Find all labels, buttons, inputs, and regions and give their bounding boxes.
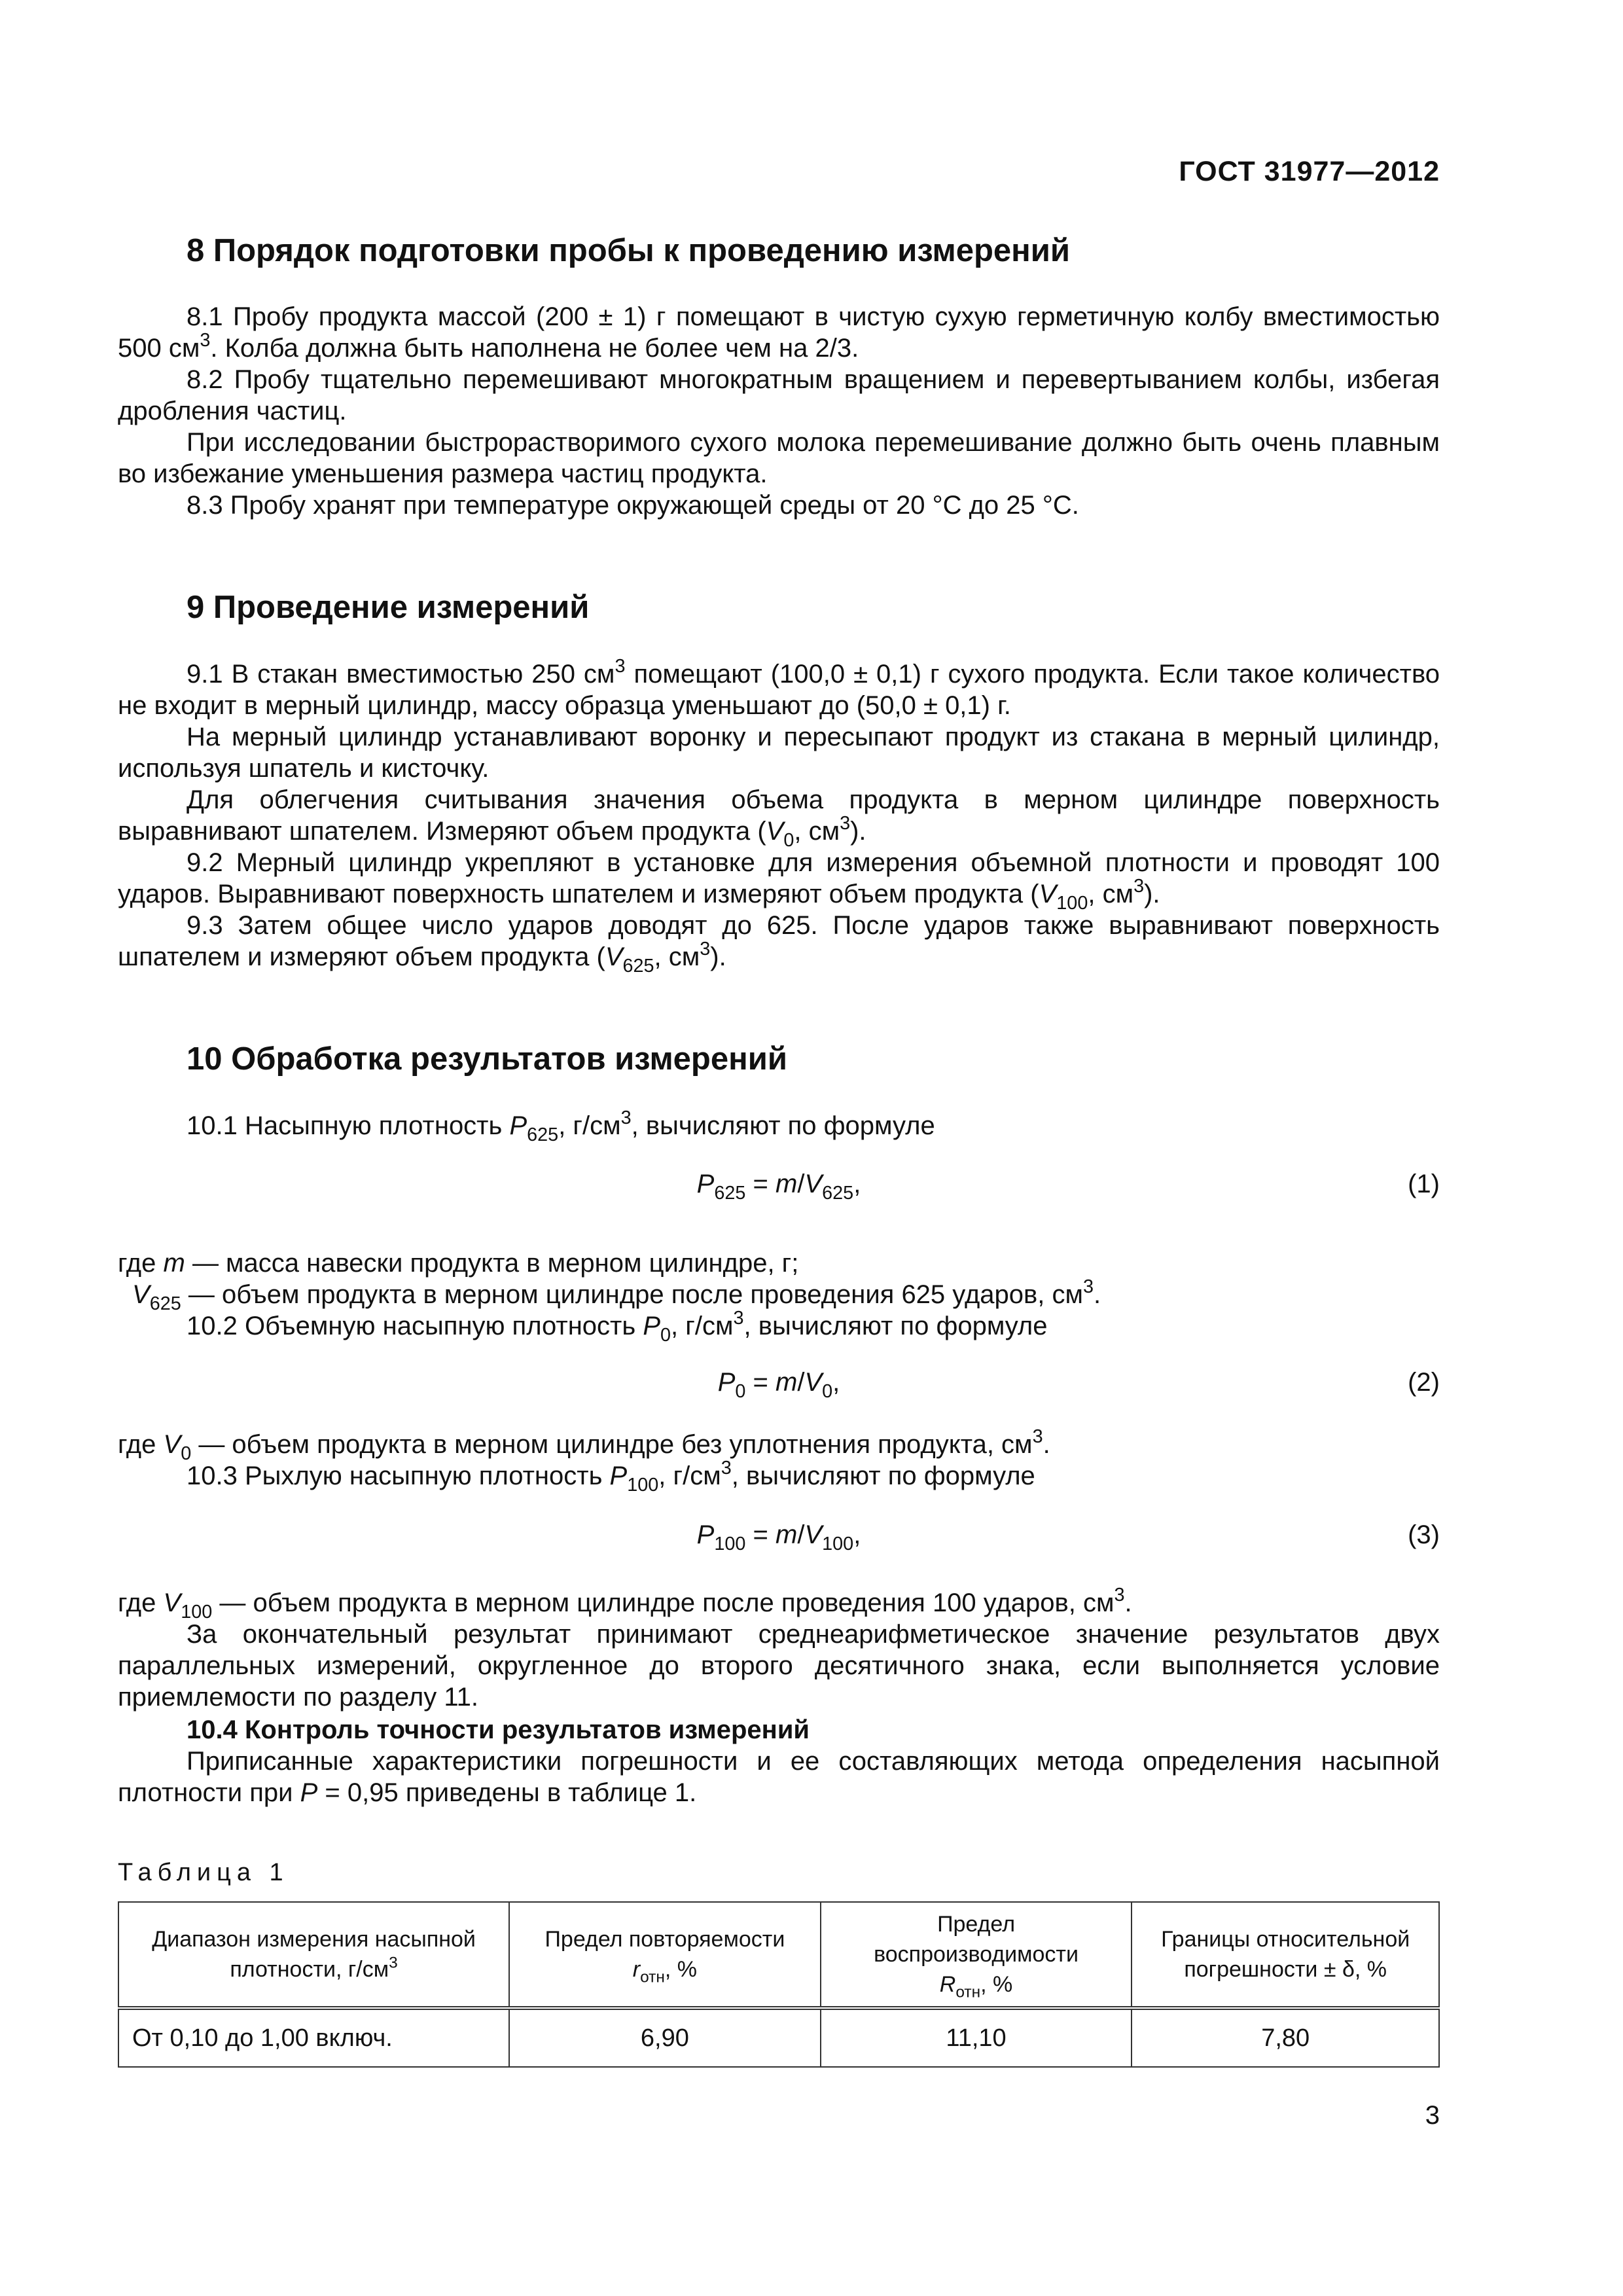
page-number: 3 bbox=[1425, 2101, 1440, 2130]
table-header-row bbox=[118, 1902, 1439, 2008]
header-error-bounds: Границы относительной погрешности ± δ, % bbox=[1132, 1902, 1439, 2008]
cell-reproducibility: 11,10 bbox=[821, 2008, 1132, 2067]
formula-2-legend: где $V_0$ — объем продукта в мерном цилиндре без уплотнения продукта, $см^3$. 10.3 Рыхлую насыпную плотность $P_{100}$, $г/см^3$, вычисляют по формуле bbox=[118, 1429, 1440, 1492]
section-9-body bbox=[118, 656, 1440, 977]
para-9-2: 9.2 Мерный цилиндр укрепляют в установке для измерения объемной плотности и проводят 100 ударов. Выравнивают поверхность шпателем и измеряют объем продукта ($V_{100}$, $см^3$). bbox=[118, 848, 1440, 914]
formula-3-number: (3) bbox=[1408, 1520, 1440, 1549]
para-final-result: За окончательный результат принимают среднеарифметическое значение результатов двух параллельных измерений, округленное до второго десятичного знака, если выполняется условие приемлемости по разделу 11. bbox=[118, 1620, 1440, 1712]
header-range: Диапазон измерения насыпной плотности, $г/см^3$ bbox=[118, 1902, 509, 2008]
formula-1-legend: где m — масса навески продукта в мерном цилиндре, г; $V_{625}$ — объем продукта в мерном цилиндре после проведения 625 ударов, $см^3$. 10.2 Объемную насыпную плотность $P_0$, $г/см^3$, вычисляют по формуле bbox=[118, 1247, 1440, 1342]
para-10-3: 10.3 Рыхлую насыпную плотность $P_{100}$, $г/см^3$, вычисляют по формуле bbox=[187, 1458, 1035, 1496]
para-10-1: 10.1 Насыпную плотность $P_{625}$, $г/см^3$, вычисляют по формуле bbox=[187, 1107, 935, 1146]
para-8-2-note: При исследовании быстрорастворимого сухого молока перемешивание должно быть очень плавным во избежание уменьшения размера частиц продукта. bbox=[118, 428, 1440, 488]
para-9-1-level: Для облегчения считывания значения объема продукта в мерном цилиндре поверхность выравнивают шпателем. Измеряют объем продукта ($V_0$, $см^3$). bbox=[118, 785, 1440, 852]
para-9-1: 9.1 В стакан вместимостью 250 $см^3$ помещают (100,0 ± 0,1) г сухого продукта. Если такое количество не входит в мерный цилиндр, массу образца уменьшают до (50,0 ± 0,1) г. bbox=[118, 656, 1440, 720]
para-8-3: 8.3 Пробу хранят при температуре окружающей среды от 20 °С до 25 °С. bbox=[187, 491, 1079, 520]
section-10-tail: где $V_{100}$ — объем продукта в мерном цилиндре после проведения 100 ударов, $см^3$. За окончательный результат принимают среднеарифметическое значение результатов двух параллельных измерений, округленное до второго десятичного знака, если выполняется условие приемлемости по разделу 11. 10.4 Контроль точности результатов измерений Приписанные характеристики погрешности и ее составляющих метода определения насыпной плотности при P = 0,95 приведены в таблице 1. bbox=[118, 1585, 1440, 1807]
cell-range: От 0,10 до 1,00 включ. bbox=[118, 2008, 509, 2067]
section-8-body bbox=[118, 301, 1440, 521]
formula-1: $P_{625} = m/V_{625}$, (1) bbox=[696, 1170, 1440, 1204]
formula-3: $P_{100} = m/V_{100}$, (3) bbox=[696, 1520, 1440, 1555]
para-10-4: Приписанные характеристики погрешности и ее составляющих метода определения насыпной плотности при P = 0,95 приведены в таблице 1. bbox=[118, 1747, 1440, 1807]
formula-2-number: (2) bbox=[1408, 1368, 1440, 1397]
para-8-1: 8.1 Пробу продукта массой (200 ± 1) г помещают в чистую сухую герметичную колбу вместимостью 500 $см^3$. Колба должна быть наполнена не более чем на 2/3. bbox=[118, 302, 1440, 363]
para-9-3: 9.3 Затем общее число ударов доводят до 625. После ударов также выравнивают поверхность шпателем и измеряют объем продукта ($V_{625}$, $см^3$). bbox=[118, 911, 1440, 977]
para-10-2: 10.2 Объемную насыпную плотность $P_0$, $г/см^3$, вычисляют по формуле bbox=[187, 1308, 1048, 1346]
section-8-title: 8 Порядок подготовки пробы к проведению измерений bbox=[187, 233, 1071, 268]
document-page bbox=[118, 0, 1440, 2296]
table-1 bbox=[118, 1901, 1440, 2068]
subsection-10-4-title: 10.4 Контроль точности результатов измерений bbox=[187, 1715, 810, 1744]
section-10-title: 10 Обработка результатов измерений bbox=[187, 1041, 787, 1077]
header-reproducibility: Предел воспроизводимости $R_{отн}$, % bbox=[821, 1902, 1132, 2008]
cell-error-bounds: 7,80 bbox=[1132, 2008, 1439, 2067]
document-code: ГОСТ 31977—2012 bbox=[1179, 156, 1440, 187]
table-1-caption: Таблица 1 bbox=[118, 1859, 289, 1886]
para-8-2: 8.2 Пробу тщательно перемешивают многократным вращением и перевертыванием колбы, избегая дробления частиц. bbox=[118, 365, 1440, 425]
para-9-1-funnel: На мерный цилиндр устанавливают воронку и пересыпают продукт из стакана в мерный цилиндр, используя шпатель и кисточку. bbox=[118, 723, 1440, 783]
formula-2: $P_0 = m/V_0$, (2) bbox=[717, 1368, 1440, 1403]
formula-1-number: (1) bbox=[1408, 1170, 1440, 1198]
cell-repeatability: 6,90 bbox=[509, 2008, 821, 2067]
section-9-title: 9 Проведение измерений bbox=[187, 590, 590, 625]
header-repeatability: Предел повторяемости $r_{отн}$, % bbox=[509, 1902, 821, 2008]
table-row bbox=[118, 2008, 1439, 2067]
